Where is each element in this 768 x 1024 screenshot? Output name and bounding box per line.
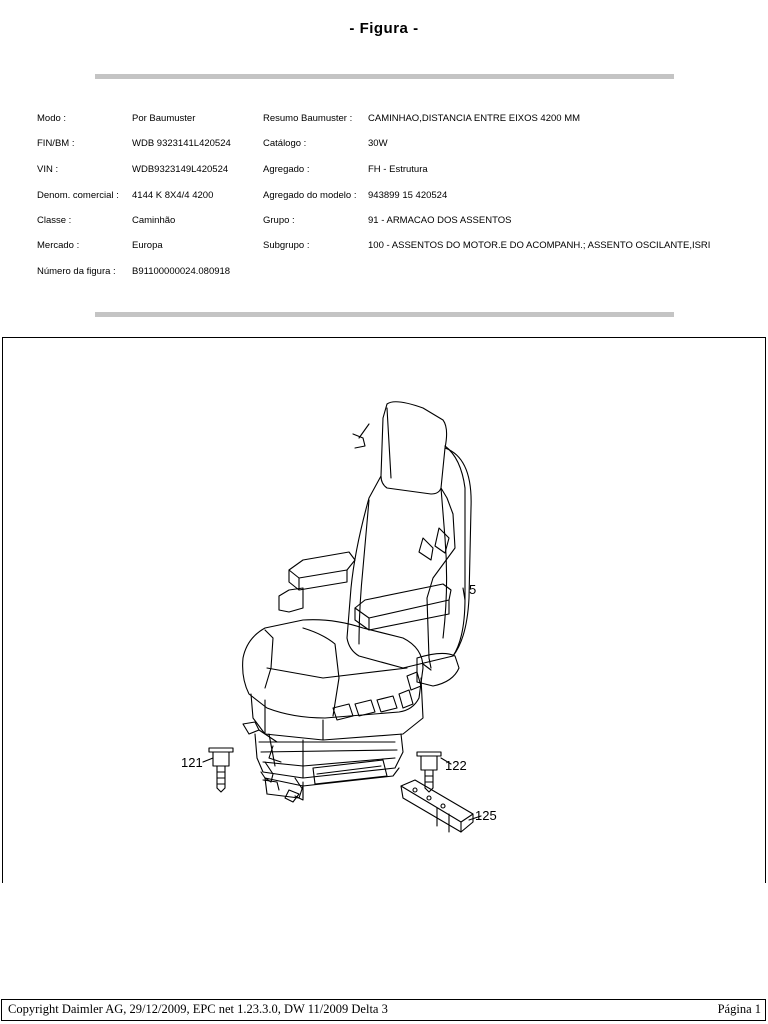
callout-5: 5 — [469, 582, 477, 597]
info-label: FIN/BM : — [37, 138, 75, 149]
bottom-divider — [95, 312, 674, 317]
callout-122: 122 — [445, 758, 467, 773]
info-value: B91100000024.080918 — [132, 266, 231, 277]
info-value: Por Baumuster — [132, 113, 196, 124]
bolt-121 — [203, 748, 233, 792]
left-armrest — [289, 552, 355, 578]
info-row-modo — [0, 111, 768, 127]
info-row-mercado — [0, 238, 768, 254]
info-value: Caminhão — [132, 215, 176, 226]
parts-figure — [2, 337, 766, 883]
info-label: Resumo Baumuster : — [263, 113, 353, 124]
seat-drawing — [3, 338, 765, 884]
info-row-classe — [0, 213, 768, 229]
callout-121: 121 — [181, 755, 203, 770]
info-row-fin — [0, 136, 768, 152]
info-value: WDB9323149L420524 — [132, 164, 229, 175]
copyright-text: Copyright Daimler AG, 29/12/2009, EPC net 1.23.3.0, DW 11/2009 Delta 3 — [8, 1002, 388, 1016]
page-footer — [1, 999, 766, 1021]
info-value: WDB 9323141L420524 — [132, 138, 231, 149]
info-value: 100 - ASSENTOS DO MOTOR.E DO ACOMPANH.; ASSENTO OSCILANTE,ISRI — [368, 240, 711, 251]
info-row-vin — [0, 162, 768, 178]
info-value: 4144 K 8X4/4 4200 — [132, 190, 214, 201]
info-label: Agregado : — [263, 164, 310, 175]
info-value: Europa — [132, 240, 163, 251]
info-label: Número da figura : — [37, 266, 116, 277]
info-label: Agregado do modelo : — [263, 190, 357, 201]
info-label: Denom. comercial : — [37, 190, 119, 201]
info-label: VIN : — [37, 164, 59, 175]
info-value: 943899 15 420524 — [368, 190, 448, 201]
callout-125: 125 — [475, 808, 497, 823]
info-label: Grupo : — [263, 215, 295, 226]
info-table — [0, 0, 768, 300]
info-label: Catálogo : — [263, 138, 307, 149]
seat-suspension — [255, 734, 403, 778]
bracket-125 — [401, 780, 481, 832]
backrest-outline — [347, 446, 465, 668]
info-row-denom — [0, 188, 768, 204]
page-title: - Figura - — [349, 20, 419, 37]
info-label: Modo : — [37, 113, 67, 124]
info-label: Classe : — [37, 215, 72, 226]
headrest-outline — [381, 402, 447, 494]
info-value: FH - Estrutura — [368, 164, 428, 175]
info-value: 30W — [368, 138, 388, 149]
seat-belt — [427, 488, 455, 598]
info-row-figura — [0, 264, 768, 280]
info-label: Mercado : — [37, 240, 80, 251]
right-armrest — [355, 584, 451, 618]
page-number: Página 1 — [717, 1002, 761, 1016]
info-value: CAMINHAO,DISTANCIA ENTRE EIXOS 4200 MM — [368, 113, 581, 124]
info-label: Subgrupo : — [263, 240, 310, 251]
info-value: 91 - ARMACAO DOS ASSENTOS — [368, 215, 512, 226]
